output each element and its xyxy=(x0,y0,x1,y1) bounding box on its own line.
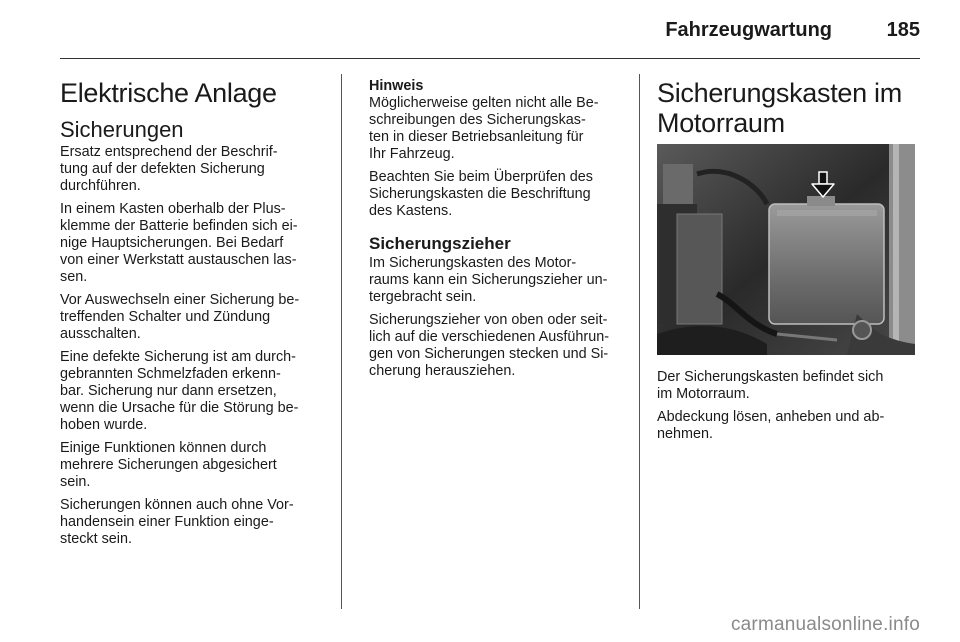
section-title-elektrische-anlage: Elektrische Anlage xyxy=(60,78,277,108)
note-title: Hinweis xyxy=(369,78,424,94)
section-title-sicherungszieher: Sicherungszieher xyxy=(369,234,511,253)
subsection-title-sicherungen: Sicherungen xyxy=(60,117,184,142)
paragraph: Eine defekte Sicherung ist am durch- gebrannten Schmelzfaden erkenn- bar. Sicherung nur dann ersetzen, wenn die Ursache für die Störung be- hoben wurde. xyxy=(60,349,299,433)
column-3 xyxy=(657,78,919,449)
page-number: 185 xyxy=(886,19,920,41)
column-divider-1 xyxy=(341,74,342,609)
paragraph: Sicherungszieher von oben oder seit- lich auf die verschiedenen Ausführun- gen von Sicherungen stecken und Si- cherung herausziehen. xyxy=(369,312,609,379)
paragraph: Sicherungen können auch ohne Vor- handensein einer Funktion einge- steckt sein. xyxy=(60,497,294,547)
column-divider-2 xyxy=(639,74,640,609)
paragraph: Ersatz entsprechend der Beschrif- tung auf der defekten Sicherung durchführen. xyxy=(60,144,278,194)
page-header xyxy=(60,0,920,59)
column-1 xyxy=(60,78,328,554)
paragraph: Einige Funktionen können durch mehrere Sicherungen abgesichert sein. xyxy=(60,440,277,490)
note-paragraph: Möglicherweise gelten nicht alle Be- schreibungen des Sicherungskas- ten in dieser Betriebsanleitung für Ihr Fahrzeug. xyxy=(369,95,599,162)
paragraph: Abdeckung lösen, anheben und ab- nehmen. xyxy=(657,409,885,442)
paragraph: In einem Kasten oberhalb der Plus- klemme der Batterie befinden sich ei- nige Hauptsicherungen. Bei Bedarf von einer Werkstatt austauschen las- sen. xyxy=(60,201,298,285)
engine-bay-illustration xyxy=(657,144,915,355)
column-2 xyxy=(369,78,629,386)
note-box xyxy=(369,78,629,220)
section-title-sicherungskasten: Sicherungskasten im Motorraum xyxy=(657,78,902,138)
col1-paragraphs xyxy=(60,144,328,548)
paragraph: Im Sicherungskasten des Motor- raums kann ein Sicherungszieher un- tergebracht sein. xyxy=(369,255,608,305)
engine-bay-photo xyxy=(657,144,915,355)
note-paragraph: Beachten Sie beim Überprüfen des Sicherungskasten die Beschriftung des Kastens. xyxy=(369,169,593,219)
watermark-text: carmanualsonline.info xyxy=(730,614,920,635)
paragraph: Der Sicherungskasten befindet sich im Motorraum. xyxy=(657,369,884,402)
paragraph: Vor Auswechseln einer Sicherung be- treffenden Schalter und Zündung ausschalten. xyxy=(60,292,300,342)
header-title: Fahrzeugwartung xyxy=(665,19,832,41)
